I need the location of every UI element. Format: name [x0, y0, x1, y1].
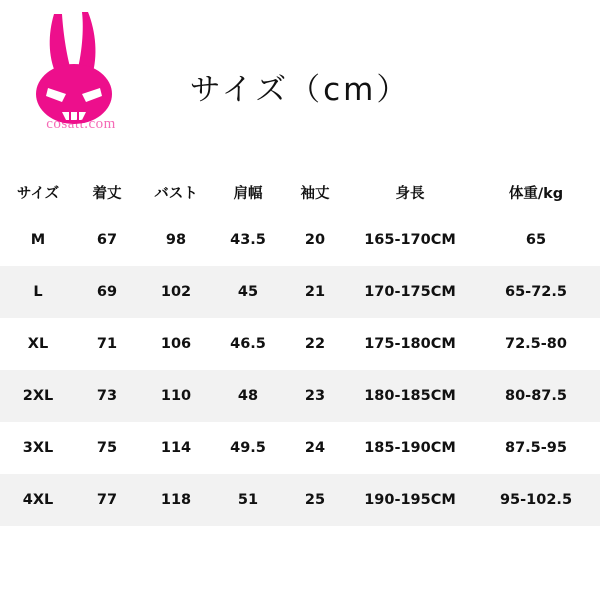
cell-bust: 118 [160, 492, 192, 508]
size-table-container [0, 170, 600, 526]
table-row [0, 370, 600, 422]
table-row [0, 318, 600, 370]
cell-length: 67 [96, 232, 118, 248]
cell-bust: 102 [160, 284, 192, 300]
brand-logo-text: cosatt.com [46, 116, 116, 132]
cell-sleeve: 22 [304, 336, 326, 352]
table-row [0, 474, 600, 526]
cell-height: 165-170CM [364, 232, 456, 248]
page-title: サイズ（cm） [189, 72, 411, 108]
cell-sleeve: 24 [304, 440, 326, 456]
cell-size: 3XL [22, 440, 54, 456]
cell-length: 73 [96, 388, 118, 404]
table-row [0, 422, 600, 474]
column-header-length: 着丈 [92, 185, 122, 202]
cell-shoulder: 49.5 [230, 440, 266, 456]
cell-height: 180-185CM [364, 388, 456, 404]
cell-shoulder: 45 [237, 284, 259, 300]
cell-weight: 87.5-95 [505, 440, 567, 456]
cell-size: 2XL [22, 388, 54, 404]
cell-size: XL [27, 336, 49, 352]
column-header-height: 身長 [395, 185, 425, 202]
cell-size: M [30, 232, 46, 248]
column-header-size: サイズ [16, 185, 60, 202]
cell-size: L [33, 284, 43, 300]
cell-sleeve: 23 [304, 388, 326, 404]
cell-shoulder: 46.5 [230, 336, 266, 352]
cell-weight: 65-72.5 [505, 284, 567, 300]
cell-height: 170-175CM [364, 284, 456, 300]
cell-weight: 65 [525, 232, 547, 248]
cell-length: 75 [96, 440, 118, 456]
table-row [0, 214, 600, 266]
cell-height: 190-195CM [364, 492, 456, 508]
cell-length: 77 [96, 492, 118, 508]
column-header-bust: バスト [154, 185, 198, 202]
cell-bust: 98 [165, 232, 187, 248]
cell-height: 185-190CM [364, 440, 456, 456]
column-header-sleeve: 袖丈 [300, 185, 330, 202]
cell-shoulder: 48 [237, 388, 259, 404]
table-row [0, 266, 600, 318]
cell-weight: 95-102.5 [499, 492, 573, 508]
cell-size: 4XL [22, 492, 54, 508]
cell-sleeve: 20 [304, 232, 326, 248]
cell-bust: 106 [160, 336, 192, 352]
cell-bust: 110 [160, 388, 192, 404]
cell-shoulder: 43.5 [230, 232, 266, 248]
column-header-shoulder: 肩幅 [233, 185, 263, 202]
cell-height: 175-180CM [364, 336, 456, 352]
cell-sleeve: 25 [304, 492, 326, 508]
cell-bust: 114 [160, 440, 192, 456]
cell-weight: 80-87.5 [505, 388, 567, 404]
table-header-row [0, 170, 600, 214]
size-table [0, 170, 600, 526]
column-header-weight: 体重/kg [508, 185, 564, 202]
cell-shoulder: 51 [237, 492, 259, 508]
cell-sleeve: 21 [304, 284, 326, 300]
cell-length: 69 [96, 284, 118, 300]
cell-length: 71 [96, 336, 118, 352]
cell-weight: 72.5-80 [505, 336, 567, 352]
